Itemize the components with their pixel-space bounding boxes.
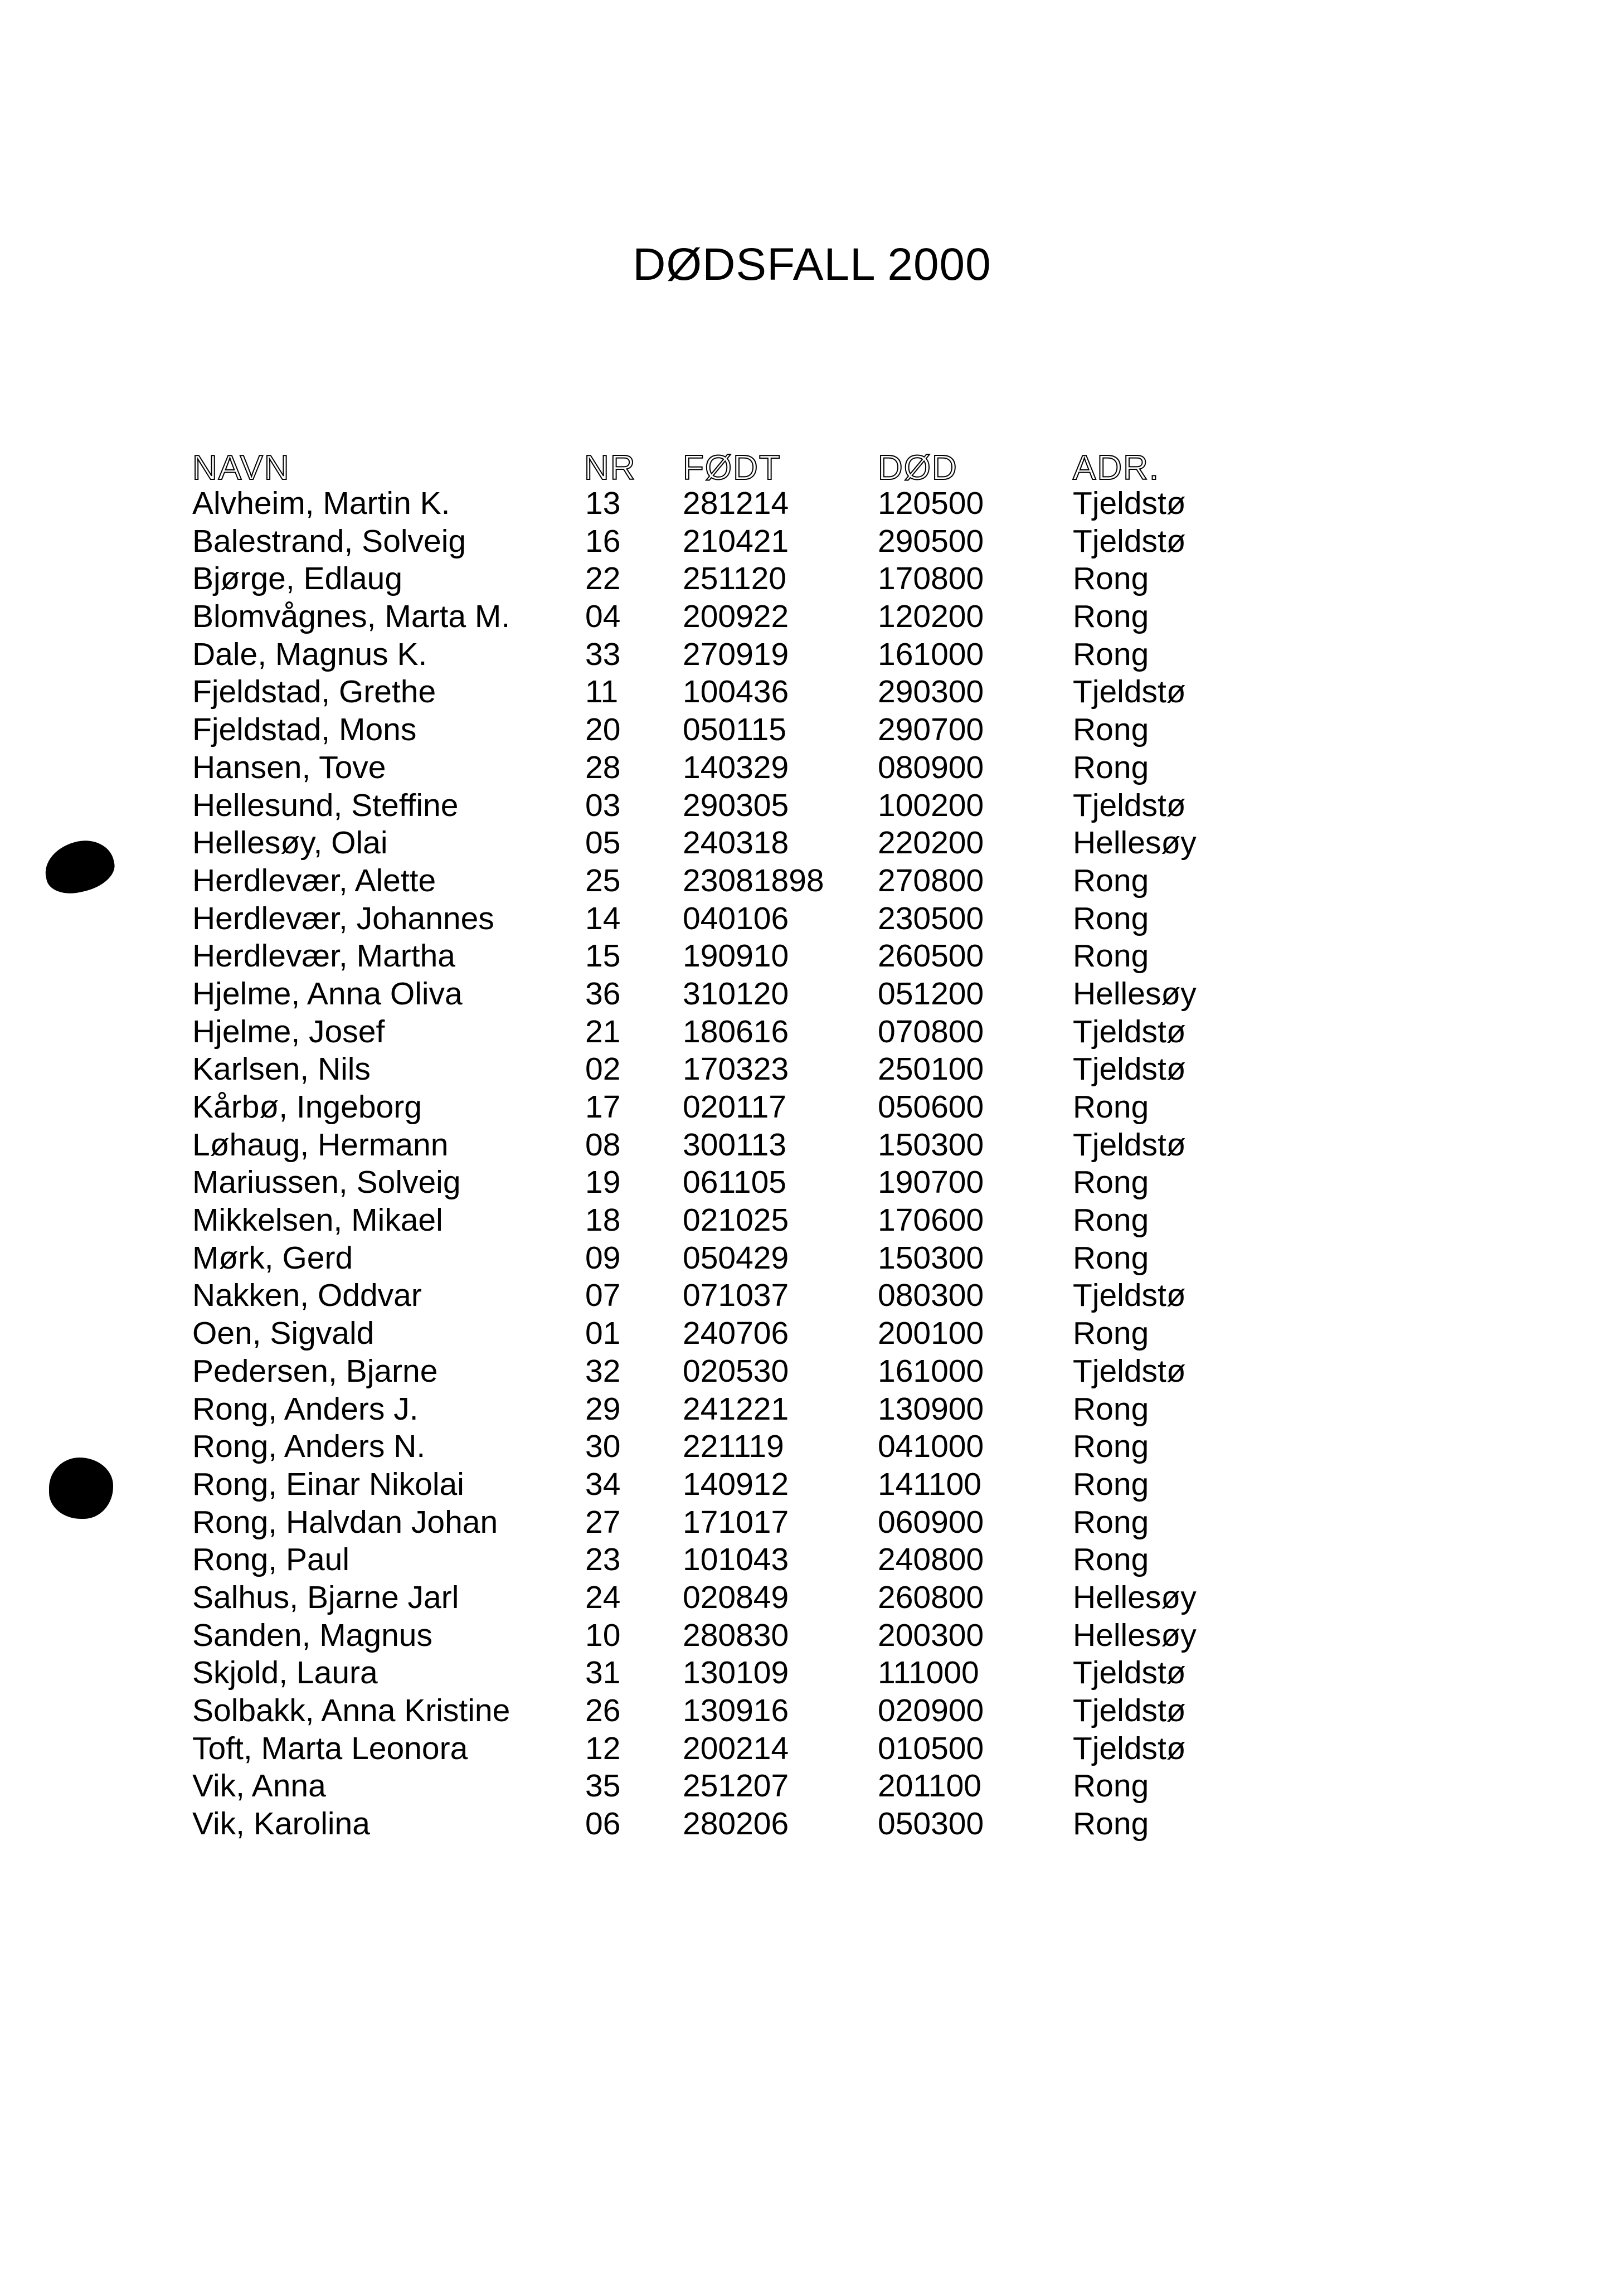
cell-died: 220200 xyxy=(878,825,984,861)
cell-address: Rong xyxy=(1073,1466,1149,1502)
cell-address: Rong xyxy=(1073,1391,1149,1427)
table-row xyxy=(0,1277,1624,1315)
cell-nr: 31 xyxy=(585,1655,621,1691)
cell-address: Hellesøy xyxy=(1073,1617,1197,1653)
cell-address: Rong xyxy=(1073,900,1149,936)
table-row xyxy=(0,1541,1624,1579)
cell-died: 161000 xyxy=(878,1353,984,1389)
cell-name: Blomvågnes, Marta M. xyxy=(192,599,510,635)
cell-address: Tjeldstø xyxy=(1073,787,1186,823)
table-row xyxy=(0,598,1624,636)
cell-died: 051200 xyxy=(878,975,984,1012)
cell-nr: 25 xyxy=(585,862,621,898)
cell-died: 200100 xyxy=(878,1315,984,1352)
cell-died: 060900 xyxy=(878,1504,984,1540)
table-row xyxy=(0,1767,1624,1805)
cell-born: 130109 xyxy=(683,1655,789,1691)
table-row xyxy=(0,560,1624,598)
header-died: DØD xyxy=(878,449,958,487)
table-row xyxy=(0,1164,1624,1202)
cell-address: Tjeldstø xyxy=(1073,1693,1186,1728)
cell-nr: 33 xyxy=(585,636,621,672)
cell-nr: 34 xyxy=(585,1466,621,1502)
cell-born: 020849 xyxy=(683,1579,789,1615)
cell-born: 021025 xyxy=(683,1202,789,1238)
cell-address: Hellesøy xyxy=(1073,825,1197,861)
cell-address: Rong xyxy=(1073,1089,1149,1125)
cell-address: Tjeldstø xyxy=(1073,523,1186,559)
cell-born: 280206 xyxy=(683,1806,789,1842)
table-row xyxy=(0,1692,1624,1730)
table-row xyxy=(0,1013,1624,1051)
cell-address: Hellesøy xyxy=(1073,1579,1197,1615)
cell-name: Hellesøy, Olai xyxy=(192,825,388,861)
cell-nr: 03 xyxy=(585,787,621,823)
cell-address: Tjeldstø xyxy=(1073,1013,1186,1050)
cell-name: Salhus, Bjarne Jarl xyxy=(192,1579,459,1615)
cell-name: Alvheim, Martin K. xyxy=(192,485,450,521)
punch-hole-mark-lower xyxy=(49,1458,113,1519)
cell-address: Rong xyxy=(1073,938,1149,974)
cell-nr: 23 xyxy=(585,1542,621,1578)
cell-name: Hellesund, Steffine xyxy=(192,787,459,823)
cell-nr: 24 xyxy=(585,1579,621,1615)
cell-address: Rong xyxy=(1073,862,1149,898)
cell-nr: 13 xyxy=(585,485,621,521)
table-row xyxy=(0,1730,1624,1768)
table-row xyxy=(0,787,1624,825)
cell-nr: 26 xyxy=(585,1693,621,1728)
cell-nr: 06 xyxy=(585,1806,621,1842)
cell-address: Tjeldstø xyxy=(1073,1051,1186,1087)
cell-born: 100436 xyxy=(683,674,789,710)
cell-address: Tjeldstø xyxy=(1073,674,1186,710)
cell-born: 241221 xyxy=(683,1391,789,1427)
cell-name: Kårbø, Ingeborg xyxy=(192,1089,422,1125)
table-row xyxy=(0,1805,1624,1843)
table-row xyxy=(0,1504,1624,1542)
cell-name: Herdlevær, Johannes xyxy=(192,900,494,936)
cell-born: 300113 xyxy=(683,1126,786,1163)
table-row xyxy=(0,485,1624,523)
cell-name: Nakken, Oddvar xyxy=(192,1277,422,1314)
table-row xyxy=(0,1089,1624,1126)
table-header xyxy=(0,446,1624,490)
cell-died: 050300 xyxy=(878,1806,984,1842)
cell-died: 050600 xyxy=(878,1089,984,1125)
cell-nr: 08 xyxy=(585,1126,621,1163)
table-row xyxy=(0,900,1624,938)
table-row xyxy=(0,749,1624,787)
table-row xyxy=(0,1617,1624,1655)
cell-nr: 22 xyxy=(585,561,621,597)
cell-address: Rong xyxy=(1073,1240,1149,1276)
cell-name: Mikkelsen, Mikael xyxy=(192,1202,443,1238)
cell-nr: 32 xyxy=(585,1353,621,1389)
cell-nr: 16 xyxy=(585,523,621,559)
header-born: FØDT xyxy=(683,449,781,487)
cell-born: 020117 xyxy=(683,1089,786,1125)
table-row xyxy=(0,1579,1624,1617)
cell-name: Balestrand, Solveig xyxy=(192,523,466,559)
table-row xyxy=(0,824,1624,862)
cell-nr: 14 xyxy=(585,900,621,936)
cell-died: 190700 xyxy=(878,1164,984,1201)
cell-died: 170800 xyxy=(878,561,984,597)
cell-died: 010500 xyxy=(878,1730,984,1766)
cell-died: 290300 xyxy=(878,674,984,710)
cell-born: 190910 xyxy=(683,938,789,974)
cell-name: Vik, Anna xyxy=(192,1768,326,1804)
table-row xyxy=(0,1391,1624,1429)
table-row xyxy=(0,862,1624,900)
page-title: DØDSFALL 2000 xyxy=(633,239,991,290)
cell-address: Tjeldstø xyxy=(1073,485,1186,521)
table-row xyxy=(0,636,1624,674)
table-row xyxy=(0,1466,1624,1504)
cell-born: 130916 xyxy=(683,1693,789,1728)
table-row xyxy=(0,1315,1624,1353)
header-address: ADR. xyxy=(1073,449,1160,487)
table-row xyxy=(0,523,1624,561)
cell-address: Rong xyxy=(1073,1164,1149,1201)
cell-nr: 02 xyxy=(585,1051,621,1087)
cell-nr: 18 xyxy=(585,1202,621,1238)
cell-died: 270800 xyxy=(878,862,984,898)
cell-born: 240318 xyxy=(683,825,789,861)
cell-nr: 36 xyxy=(585,975,621,1012)
cell-address: Rong xyxy=(1073,1429,1149,1465)
table-row xyxy=(0,975,1624,1013)
cell-died: 111000 xyxy=(878,1655,979,1691)
cell-died: 041000 xyxy=(878,1429,984,1465)
table-row xyxy=(0,711,1624,749)
cell-name: Rong, Anders J. xyxy=(192,1391,419,1427)
cell-died: 141100 xyxy=(878,1466,981,1502)
cell-name: Pedersen, Bjarne xyxy=(192,1353,438,1389)
cell-address: Tjeldstø xyxy=(1073,1730,1186,1766)
cell-born: 050115 xyxy=(683,712,786,748)
table-row xyxy=(0,1126,1624,1164)
cell-address: Rong xyxy=(1073,636,1149,672)
cell-nr: 28 xyxy=(585,749,621,785)
cell-nr: 30 xyxy=(585,1429,621,1465)
cell-died: 080300 xyxy=(878,1277,984,1314)
cell-address: Rong xyxy=(1073,1542,1149,1578)
cell-address: Tjeldstø xyxy=(1073,1353,1186,1389)
cell-died: 150300 xyxy=(878,1240,984,1276)
cell-born: 180616 xyxy=(683,1013,789,1050)
cell-died: 230500 xyxy=(878,900,984,936)
table-row xyxy=(0,1428,1624,1466)
cell-nr: 29 xyxy=(585,1391,621,1427)
cell-born: 020530 xyxy=(683,1353,789,1389)
cell-name: Solbakk, Anna Kristine xyxy=(192,1693,510,1728)
cell-born: 210421 xyxy=(683,523,789,559)
cell-died: 240800 xyxy=(878,1542,984,1578)
cell-name: Mariussen, Solveig xyxy=(192,1164,461,1201)
cell-died: 250100 xyxy=(878,1051,984,1087)
cell-name: Bjørge, Edlaug xyxy=(192,561,403,597)
cell-address: Rong xyxy=(1073,1806,1149,1842)
cell-name: Rong, Anders N. xyxy=(192,1429,426,1465)
cell-name: Hjelme, Anna Oliva xyxy=(192,975,463,1012)
cell-nr: 19 xyxy=(585,1164,621,1201)
cell-nr: 07 xyxy=(585,1277,621,1314)
cell-name: Toft, Marta Leonora xyxy=(192,1730,468,1766)
cell-died: 130900 xyxy=(878,1391,984,1427)
cell-died: 200300 xyxy=(878,1617,984,1653)
cell-died: 170600 xyxy=(878,1202,984,1238)
cell-died: 290700 xyxy=(878,712,984,748)
cell-born: 170323 xyxy=(683,1051,789,1087)
cell-died: 100200 xyxy=(878,787,984,823)
cell-nr: 27 xyxy=(585,1504,621,1540)
cell-name: Skjold, Laura xyxy=(192,1655,378,1691)
table-row xyxy=(0,1240,1624,1277)
cell-name: Hjelme, Josef xyxy=(192,1013,385,1050)
cell-born: 270919 xyxy=(683,636,789,672)
cell-name: Vik, Karolina xyxy=(192,1806,370,1842)
cell-born: 23081898 xyxy=(683,862,824,898)
table-row xyxy=(0,1353,1624,1391)
cell-nr: 10 xyxy=(585,1617,621,1653)
cell-nr: 17 xyxy=(585,1089,621,1125)
cell-name: Mørk, Gerd xyxy=(192,1240,353,1276)
cell-born: 140912 xyxy=(683,1466,789,1502)
cell-nr: 09 xyxy=(585,1240,621,1276)
cell-nr: 35 xyxy=(585,1768,621,1804)
cell-address: Tjeldstø xyxy=(1073,1655,1186,1691)
cell-nr: 15 xyxy=(585,938,621,974)
table-row xyxy=(0,1654,1624,1692)
cell-born: 240706 xyxy=(683,1315,789,1352)
cell-born: 061105 xyxy=(683,1164,786,1201)
cell-died: 020900 xyxy=(878,1693,984,1728)
cell-born: 171017 xyxy=(683,1504,789,1540)
cell-died: 120500 xyxy=(878,485,984,521)
header-name: NAVN xyxy=(192,449,290,487)
cell-address: Rong xyxy=(1073,749,1149,785)
cell-address: Rong xyxy=(1073,1504,1149,1540)
cell-address: Rong xyxy=(1073,561,1149,597)
cell-name: Hansen, Tove xyxy=(192,749,386,785)
cell-born: 290305 xyxy=(683,787,789,823)
cell-born: 280830 xyxy=(683,1617,789,1653)
cell-address: Rong xyxy=(1073,1768,1149,1804)
cell-born: 200922 xyxy=(683,599,789,635)
cell-nr: 04 xyxy=(585,599,621,635)
cell-name: Karlsen, Nils xyxy=(192,1051,371,1087)
cell-died: 080900 xyxy=(878,749,984,785)
cell-born: 071037 xyxy=(683,1277,789,1314)
table-row xyxy=(0,938,1624,975)
cell-name: Herdlevær, Alette xyxy=(192,862,436,898)
cell-born: 101043 xyxy=(683,1542,789,1578)
cell-born: 251120 xyxy=(683,561,786,597)
cell-address: Rong xyxy=(1073,599,1149,635)
cell-born: 140329 xyxy=(683,749,789,785)
cell-address: Tjeldstø xyxy=(1073,1277,1186,1314)
cell-address: Rong xyxy=(1073,712,1149,748)
cell-died: 120200 xyxy=(878,599,984,635)
cell-died: 070800 xyxy=(878,1013,984,1050)
cell-name: Herdlevær, Martha xyxy=(192,938,456,974)
cell-name: Dale, Magnus K. xyxy=(192,636,427,672)
cell-address: Hellesøy xyxy=(1073,975,1197,1012)
cell-born: 281214 xyxy=(683,485,789,521)
cell-born: 040106 xyxy=(683,900,789,936)
cell-died: 260800 xyxy=(878,1579,984,1615)
cell-died: 161000 xyxy=(878,636,984,672)
cell-name: Rong, Paul xyxy=(192,1542,350,1578)
cell-name: Løhaug, Hermann xyxy=(192,1126,449,1163)
cell-nr: 12 xyxy=(585,1730,621,1766)
cell-born: 310120 xyxy=(683,975,789,1012)
cell-address: Rong xyxy=(1073,1315,1149,1352)
cell-born: 221119 xyxy=(683,1429,784,1465)
cell-died: 150300 xyxy=(878,1126,984,1163)
cell-name: Fjeldstad, Grethe xyxy=(192,674,436,710)
cell-name: Oen, Sigvald xyxy=(192,1315,375,1352)
table-row xyxy=(0,1202,1624,1240)
cell-died: 201100 xyxy=(878,1768,981,1804)
cell-address: Rong xyxy=(1073,1202,1149,1238)
cell-nr: 20 xyxy=(585,712,621,748)
cell-nr: 05 xyxy=(585,825,621,861)
cell-name: Sanden, Magnus xyxy=(192,1617,432,1653)
header-nr: NR xyxy=(584,449,636,487)
cell-address: Tjeldstø xyxy=(1073,1126,1186,1163)
cell-born: 200214 xyxy=(683,1730,789,1766)
cell-name: Rong, Halvdan Johan xyxy=(192,1504,498,1540)
cell-died: 290500 xyxy=(878,523,984,559)
cell-name: Rong, Einar Nikolai xyxy=(192,1466,464,1502)
death-register-table xyxy=(0,485,1624,1843)
cell-born: 251207 xyxy=(683,1768,789,1804)
cell-nr: 11 xyxy=(585,674,619,710)
cell-died: 260500 xyxy=(878,938,984,974)
cell-born: 050429 xyxy=(683,1240,789,1276)
table-row xyxy=(0,673,1624,711)
cell-nr: 01 xyxy=(585,1315,621,1352)
cell-nr: 21 xyxy=(585,1013,621,1050)
cell-name: Fjeldstad, Mons xyxy=(192,712,417,748)
table-row xyxy=(0,1051,1624,1089)
